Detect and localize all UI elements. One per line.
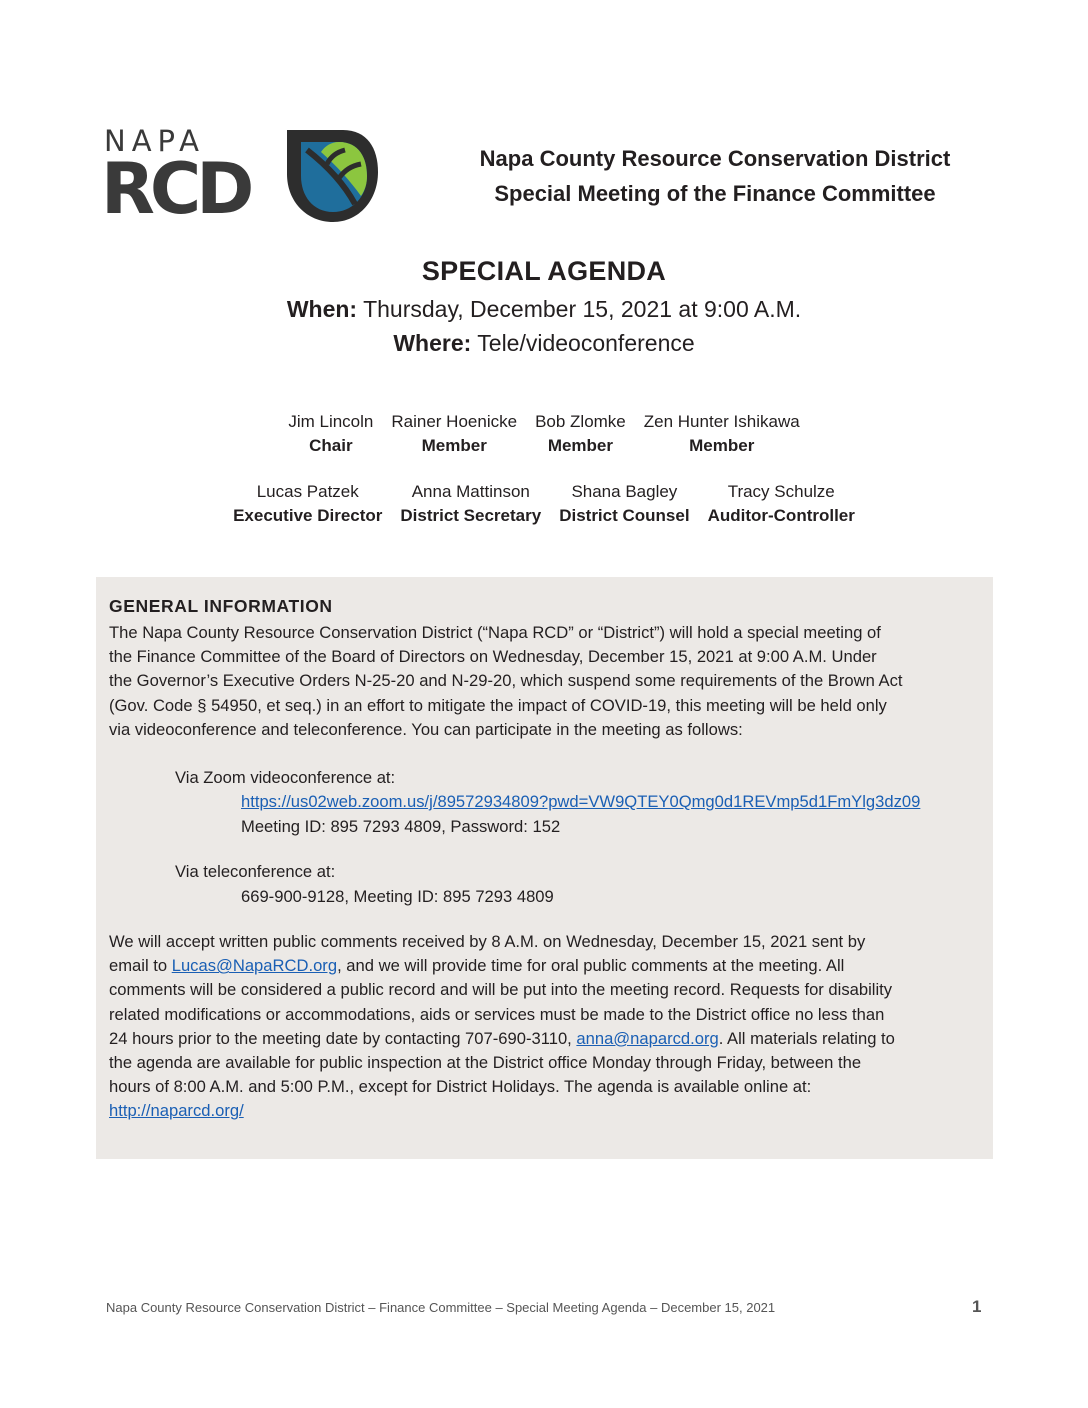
leaf-icon [281, 126, 381, 226]
committee-member [279, 410, 382, 458]
page-number: 1 [972, 1297, 982, 1316]
person-role: Executive Director [233, 506, 383, 525]
person-role: Member [547, 436, 613, 455]
comments-paragraph [109, 930, 981, 1124]
paragraph-line: hours of 8:00 A.M. and 5:00 P.M., except for District Holidays. The agenda is available online at: [109, 1077, 812, 1097]
paragraph-line: the Finance Committee of the Board of Directors on Wednesday, December 15, 2021 at 9:00 A.M. Under [109, 647, 877, 667]
paragraph-line [109, 1099, 981, 1123]
email-link-lucas[interactable]: Lucas@NapaRCD.org [171, 956, 338, 976]
napa-rcd-logo [101, 124, 380, 230]
person-name: Tracy Schulze [727, 482, 835, 501]
text-span: email to [109, 956, 172, 976]
person-role: Member [689, 436, 755, 455]
person-name: Shana Bagley [571, 482, 678, 501]
person-name: Lucas Patzek [256, 482, 359, 501]
where-value: Tele/videoconference [477, 330, 695, 356]
paragraph-line: the agenda are available for public inspection at the District office Monday through Friday, between the [109, 1053, 862, 1073]
logo-napa-text: NAPA [104, 124, 206, 158]
person-role: District Secretary [400, 506, 542, 525]
paragraph-line: the Governor’s Executive Orders N-25-20 and N-29-20, which suspend some requirements of the Brown Act [109, 671, 903, 691]
zoom-link[interactable] [241, 790, 920, 814]
person-name: Rainer Hoenicke [391, 412, 518, 431]
agenda-title: SPECIAL AGENDA [421, 256, 667, 286]
email-link-anna[interactable]: anna@naparcd.org [576, 1028, 719, 1048]
logo-rcd-text: RCD [101, 148, 250, 230]
text-span: , and we will provide time for oral public comments at the meeting. All [337, 956, 845, 976]
committee-member [382, 410, 526, 458]
page-footer: Napa County Resource Conservation District – Finance Committee – Special Meeting Agenda – December 15, 2021 [106, 1300, 776, 1315]
paragraph-line: related modifications or accommodations, aids or services must be made to the District office no less than [109, 1004, 885, 1024]
staff-roster [0, 480, 1088, 528]
person-role: Member [421, 436, 487, 455]
staff-member [550, 480, 698, 528]
staff-member [391, 480, 550, 528]
paragraph-line [109, 1027, 981, 1051]
when-label: When: [286, 296, 358, 322]
person-role: Chair [309, 436, 353, 455]
person-role: District Counsel [559, 506, 690, 525]
where-line [0, 330, 1088, 357]
committee-member [526, 410, 635, 458]
when-line [0, 296, 1088, 323]
staff-member [224, 480, 391, 528]
paragraph-line: We will accept written public comments received by 8 A.M. on Wednesday, December 15, 2021 sent by [109, 932, 866, 951]
where-label: Where: [393, 330, 472, 356]
person-role: Auditor-Controller [707, 506, 855, 525]
text-span: 24 hours prior to the meeting date by contacting 707-690-3110, [109, 1028, 577, 1048]
org-name: Napa County Resource Conservation District [479, 146, 951, 171]
paragraph-line: comments will be considered a public record and will be put into the meeting record. Requests for disability [109, 980, 893, 1000]
person-name: Bob Zlomke [535, 412, 626, 431]
zoom-url-link[interactable]: https://us02web.zoom.us/j/89572934809?pwd=VW9QTEY0Qmg0d1REVmp5d1FmYlg3dz09 [241, 792, 921, 811]
paragraph-line: via videoconference and teleconference. You can participate in the meeting as follows: [109, 719, 743, 739]
general-info-heading: GENERAL INFORMATION [109, 596, 333, 616]
teleconference-details: 669-900-9128, Meeting ID: 895 7293 4809 [241, 887, 554, 906]
person-name: Anna Mattinson [411, 482, 530, 501]
zoom-label: Via Zoom videoconference at: [175, 768, 396, 787]
meeting-name: Special Meeting of the Finance Committee [494, 181, 936, 206]
paragraph-line [109, 954, 981, 978]
website-link[interactable]: http://naparcd.org/ [109, 1101, 244, 1121]
teleconference-label: Via teleconference at: [175, 862, 336, 881]
zoom-meeting-info: Meeting ID: 895 7293 4809, Password: 152 [241, 817, 561, 836]
paragraph-line: The Napa County Resource Conservation District (“Napa RCD” or “District”) will hold a special meeting of [109, 623, 881, 642]
staff-member [699, 480, 864, 528]
intro-paragraph [109, 621, 981, 742]
person-name: Jim Lincoln [288, 412, 374, 431]
committee-roster [0, 410, 1088, 458]
paragraph-line: (Gov. Code § 54950, et seq.) in an effort to mitigate the impact of COVID-19, this meeting will be held only [109, 695, 887, 715]
when-value: Thursday, December 15, 2021 at 9:00 A.M. [363, 296, 802, 322]
text-span: . All materials relating to [718, 1028, 895, 1048]
committee-member [635, 410, 809, 458]
person-name: Zen Hunter Ishikawa [643, 412, 800, 431]
